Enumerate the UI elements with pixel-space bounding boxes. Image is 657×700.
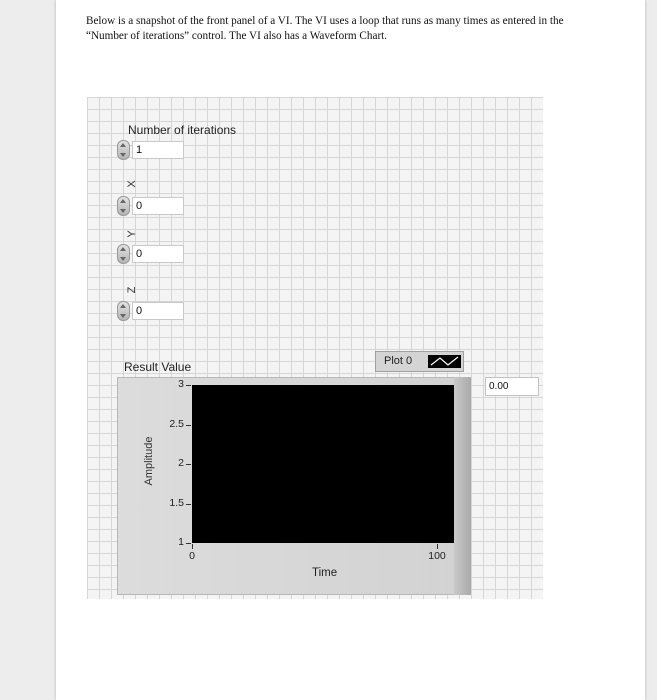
y-tick-mark (186, 385, 191, 386)
plot-area[interactable] (192, 385, 454, 543)
chart-right-edge (454, 377, 471, 595)
iterations-input[interactable]: 1 (132, 141, 184, 159)
plot-line-icon (428, 355, 461, 368)
x-tick-label: 100 (428, 550, 446, 562)
y-tick-label: 2.5 (169, 417, 184, 430)
plot-legend[interactable] (375, 351, 464, 372)
intro-paragraph: Below is a snapshot of the front panel of a VI. The VI uses a loop that runs as many times as entered in the “Number of iterations” control. The VI also has a Waveform Chart. (86, 15, 564, 42)
y-tick-mark (186, 464, 191, 465)
z-increment-decrement[interactable] (117, 301, 130, 321)
legend-plot-name: Plot 0 (384, 355, 413, 367)
front-panel (87, 97, 543, 599)
z-label: Z (126, 286, 138, 294)
y-label: Y (126, 230, 138, 238)
x-label: X (126, 180, 138, 188)
y-tick-label: 3 (178, 378, 184, 390)
z-input[interactable]: 0 (132, 302, 184, 320)
iterations-increment-decrement[interactable] (117, 140, 130, 160)
y-increment-decrement[interactable] (117, 244, 130, 264)
x-tick-mark (192, 544, 193, 549)
x-input[interactable]: 0 (132, 197, 184, 215)
chart-label: Result Value (124, 360, 192, 374)
x-axis-title: Time (312, 567, 338, 579)
x-tick-label: 0 (189, 550, 195, 562)
y-input[interactable]: 0 (132, 245, 184, 263)
y-tick-label: 2 (178, 457, 184, 469)
x-tick-mark (437, 544, 438, 549)
x-increment-decrement[interactable] (117, 196, 130, 216)
y-tick-mark (186, 425, 191, 426)
y-axis-title: Amplitude (143, 436, 155, 486)
y-tick-label: 1 (178, 536, 184, 548)
y-tick-mark (186, 504, 191, 505)
iterations-label: Number of iterations (128, 123, 237, 137)
digital-display: 0.00 (485, 377, 539, 396)
y-tick-label: 1.5 (169, 496, 184, 509)
y-tick-mark (186, 543, 191, 544)
